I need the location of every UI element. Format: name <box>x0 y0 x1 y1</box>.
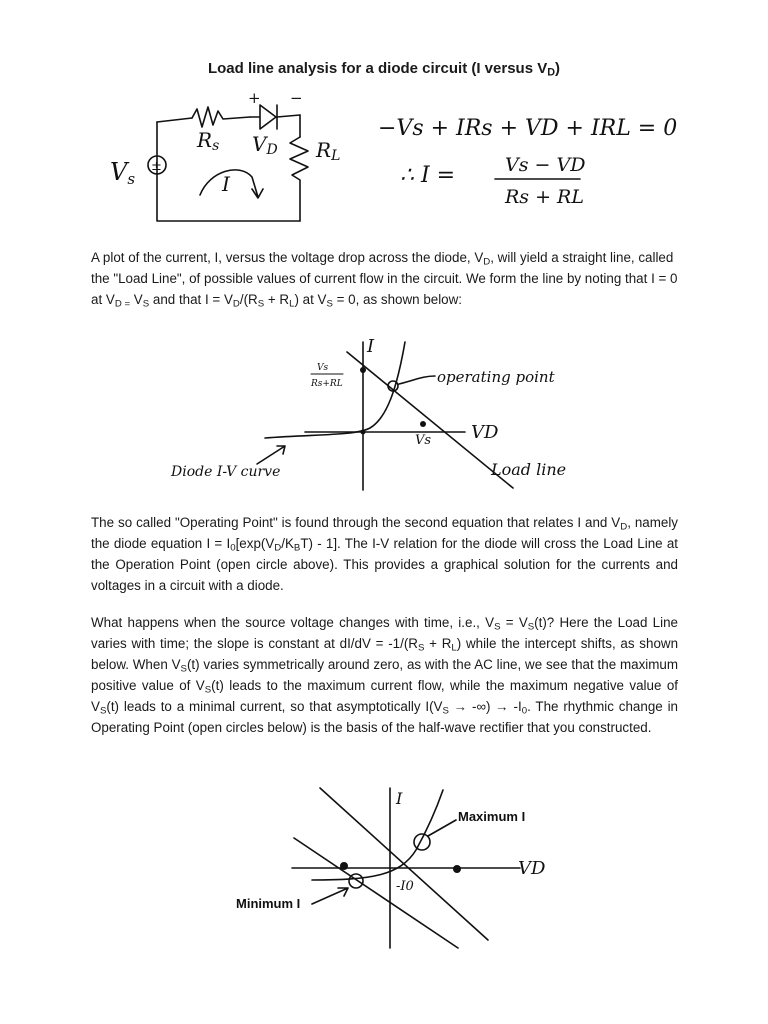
diode-curve-pointer <box>257 446 285 464</box>
i-axis-label: I <box>367 336 375 357</box>
current-equation-numerator: Vs − VD <box>505 154 586 176</box>
resistor-rl-icon <box>290 137 308 221</box>
paragraph-load-line: A plot of the current, I, versus the voltage drop across the diode, $V_D$, will yield a straight line, called the "Load Line", of possible values of current flow in the circuit. We form the line by noting that I = 0 at $V_{D =}$ $V_S$ and that $I = V_D/(R_S + R_L)$ at $V_S = 0$, as shown below: <box>91 250 678 310</box>
current-equation-lhs: ∴ I = <box>400 163 456 188</box>
current-loop-arrow-icon <box>200 170 263 198</box>
rl-label: RL <box>316 138 341 164</box>
paragraph-operating-point: The so called "Operating Point" is found through the second equation that relates I and $V_D$, namely the diode equation $I = I_0[\exp(V_D/K_BT) - 1]$. The I-V relation for the diode will cross the Load Line at the Operation Point (open circle above). This provides a graphical solution for the currents and voltages in a circuit with a diode. <box>91 515 679 593</box>
intercept-point-i <box>360 367 366 373</box>
page-title: Load line analysis for a diode circuit (I versus $V_D$) <box>207 60 561 79</box>
vd-axis-label: VD <box>518 858 546 879</box>
kvl-equation: −Vs + IRs + VD + IRL = 0 <box>378 116 678 141</box>
source-pm-label: ± <box>151 159 162 174</box>
vs-intercept-label: Vs <box>415 433 432 448</box>
rs-label: Rs <box>197 128 220 154</box>
minimum-i-label: Minimum I <box>236 896 301 911</box>
current-label: I <box>222 172 230 196</box>
operating-point-pointer <box>399 376 435 384</box>
intercept-denominator: Rs+RL <box>311 379 343 389</box>
vd-label: VD <box>252 132 278 158</box>
diode-icon <box>250 105 300 129</box>
intercept-numerator: Vs <box>317 363 329 373</box>
current-equation-denominator: Rs + RL <box>505 186 584 208</box>
vd-axis-label: VD <box>471 422 499 443</box>
vs-label: Vs <box>110 158 136 188</box>
load-line-figure <box>165 330 605 495</box>
diode-curve-label: Diode I-V curve <box>171 464 281 480</box>
circuit-figure <box>100 85 690 235</box>
resistor-rs-icon <box>192 107 250 127</box>
diode-iv-curve <box>265 342 405 438</box>
diode-minus-label: − <box>290 89 303 107</box>
maximum-i-label: Maximum I <box>458 809 526 824</box>
max-label-pointer <box>428 820 456 836</box>
circuit-wire-top-left <box>157 118 192 122</box>
paragraph-time-varying-source: What happens when the source voltage changes with time, i.e., $V_S = V_S(t)$? Here the Load Line varies with time; the slope is constant at $dI/dV = -1/(R_S + R_L)$ while the intercept shifts, as shown below. When $V_S(t)$ varies symmetrically around zero, as with the AC line, we see that the maximum positive value of $V_S(t)$ leads to the maximum current flow, while the maximum negative value of $V_S(t)$ leads to a minimal current, so that asymptotically $I(V_S$ → -∞) → $-I_0$. The rhythmic change in Operating Point (open circles below) is the basis of the half-wave rectifier that you constructed. <box>91 615 679 735</box>
vd-intercept-right-point <box>453 865 461 873</box>
min-operating-point-marker <box>349 874 363 888</box>
operating-point-label: operating point <box>437 368 555 386</box>
load-line-label: Load line <box>491 460 567 479</box>
intercept-point-vs <box>420 421 426 427</box>
min-label-pointer <box>312 888 348 904</box>
vd-intercept-left-point <box>340 862 348 870</box>
diode-iv-curve <box>312 790 443 880</box>
i-axis-label: I <box>396 789 403 808</box>
origin-point <box>361 430 366 435</box>
load-line-min <box>294 838 458 948</box>
diode-plus-label: + <box>248 89 261 107</box>
minus-i0-label: -I0 <box>396 879 414 894</box>
shifting-load-line-figure <box>230 780 560 950</box>
